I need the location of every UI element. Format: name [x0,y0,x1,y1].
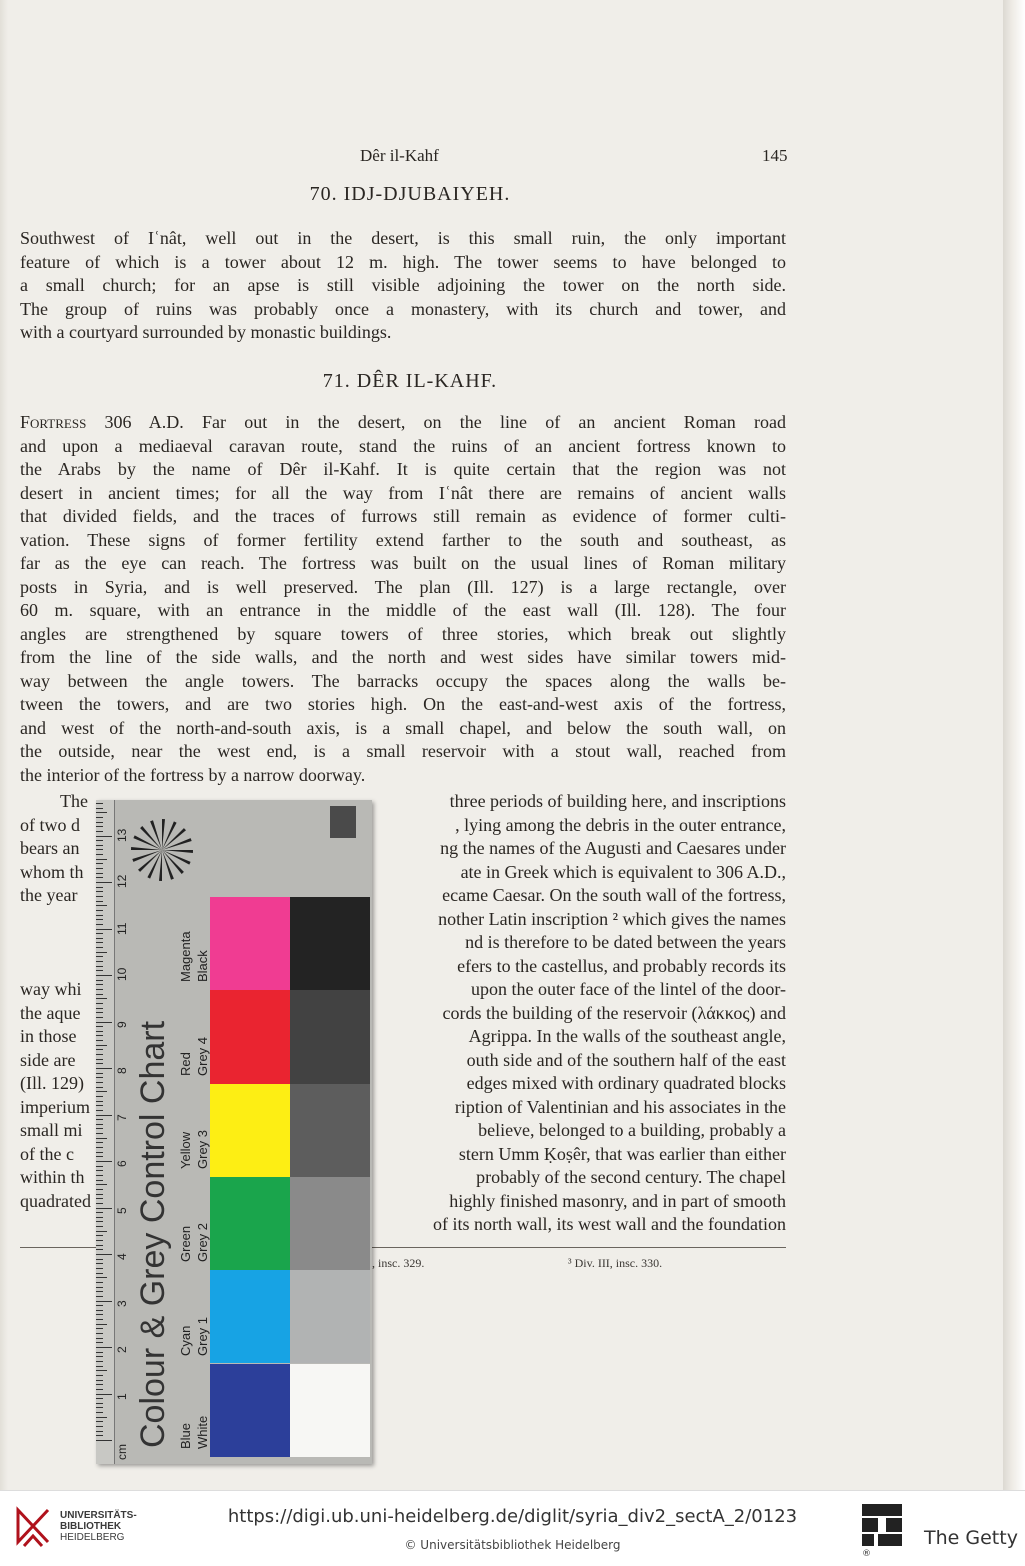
footnote-3: ³ Div. III, insc. 330. [568,1256,663,1270]
ruler-number: 8 [115,1067,129,1074]
ruler-tick [96,1124,103,1125]
ruler-tick [96,1091,107,1092]
ruler-tick [96,1403,103,1404]
ruler-tick [96,1087,103,1088]
ruler-number: 7 [115,1113,129,1121]
ruler-tick [96,1184,107,1185]
text-fragment: stern Umm Ḳoṣêr, that was earlier than either [458,1143,786,1164]
ruler-tick [96,1305,103,1306]
ruler-tick [96,975,112,976]
ruler-tick [96,1375,103,1376]
getty-logo-icon [860,1502,910,1548]
ruler-tick [96,1277,107,1278]
sunburst-ray [140,826,162,850]
color-swatch-blue [210,1364,290,1457]
color-swatch-cyan [210,1270,290,1363]
text-line: desert in ancient times; for all the way from Iʿnât there are remains of ancient walls [20,482,786,503]
section-70-heading: 70. IDJ-DJUBAIYEH. [309,183,511,205]
text-fragment: outh side and of the southern half of the east [466,1049,786,1070]
obscured-right-column [372,790,786,1237]
text-line: Southwest of Iʿnât, well out in the desert, is this small ruin, the only important [20,228,786,248]
text-line: angles are strengthened by square towers of three stories, which break out slightly [20,623,786,644]
ruler-tick [96,1105,103,1106]
ruler-tick [96,1045,107,1046]
logo-mark-icon [330,806,356,838]
text-fragment: of the c [20,1143,74,1164]
ruler-tick [96,1338,103,1339]
ruler-tick [96,1394,112,1395]
ruler-tick [96,1333,103,1334]
text-line: the outside, near the west end, is a small reservoir with a stout wall, reached from [20,741,786,761]
ruler-number: 6 [115,1160,129,1167]
ruler-tick [96,1017,103,1018]
ruler-tick [96,956,103,957]
grey-swatch-white [290,1364,370,1457]
ruler-tick [96,1180,103,1181]
ruler-tick [96,873,103,874]
text-fragment: ng the names of the Augusti and Caesares under [440,838,786,858]
ruler-tick [96,1426,103,1427]
ruler-tick [96,1324,107,1325]
section-70-paragraph [20,227,786,345]
ruler-tick [96,929,112,930]
text-line: and west of the north-and-south axis, is a small chapel, and below the south wall, on [20,717,786,738]
ruler-tick [96,1142,103,1143]
text-fragment [20,931,100,955]
text-fragment [20,908,100,932]
ruler-tick [96,1026,103,1027]
color-swatch-label: Red [178,1051,193,1076]
text-fragment: believe, belonged to a building, probably a [478,1120,786,1140]
ruler-tick [96,1115,112,1116]
ruler-tick [96,1417,107,1418]
text-line [20,411,786,435]
ruler-tick [96,1203,103,1204]
grey-swatch-grey-1 [290,1270,370,1363]
color-swatch-red [210,990,290,1083]
ruler-tick [96,845,103,846]
ruler-tick [96,854,103,855]
section-71-heading: 71. DÊR IL-KAHF. [322,370,498,392]
ruler-tick [96,910,103,911]
text-fragment: way whi [20,979,82,999]
ruler-tick [96,1263,103,1264]
ruler-tick [96,1380,103,1381]
ruler-tick [96,826,103,827]
ruler-number: 12 [115,874,129,888]
ruler-tick [96,942,103,943]
ruler-tick [96,1166,103,1167]
ruler-tick [96,915,103,916]
text-fragment: bears an [20,838,80,858]
ruler-tick [96,891,103,892]
library-name-line: UNIVERSITÄTS- [60,1510,137,1521]
grey-swatch-label: White [195,1415,210,1449]
ruler-tick [96,840,103,841]
color-swatch-green [210,1177,290,1270]
ruler-tick [96,1440,112,1441]
ruler-tick [96,1096,103,1097]
ruler-tick [96,1147,103,1148]
cm-ruler [96,800,115,1464]
text-fragment: nd is therefore to be dated between the years [465,932,786,952]
text-fragment: three periods of building here, and inscriptions [449,791,786,811]
sunburst-ray [162,828,186,850]
text-fragment: The [60,791,88,811]
ruler-tick [96,896,103,897]
text-fragment: edges mixed with ordinary quadrated blocks [466,1073,786,1093]
permalink-url[interactable]: https://digi.ub.uni-heidelberg.de/diglit/syria_div2_sectA_2/0123 [227,1506,798,1527]
text-line: far as the eye can reach. The fortress was built on the usual lines of Roman military [20,553,786,573]
color-swatch-label: Magenta [178,931,193,983]
ruler-tick [96,1161,112,1162]
text-line: tween the towers, and are two stories high. On the east-and-west axis of the fortress, [20,694,786,714]
ruler-tick [96,1296,103,1297]
text-fragment: imperium [20,1096,90,1117]
ruler-tick [96,1314,103,1315]
ruler-tick [96,1217,103,1218]
colour-control-chart [96,800,372,1464]
registered-mark: ® [862,1549,871,1559]
color-swatch-label: Cyan [178,1325,193,1356]
ruler-number: 10 [115,967,129,981]
ruler-tick [96,1301,112,1302]
page-left-edge [0,0,8,1490]
ruler-tick [96,989,103,990]
ruler-tick [96,1282,103,1283]
ruler-number: 11 [115,922,129,935]
running-title: Dêr il-Kahf [360,146,439,165]
color-swatch-yellow [210,1084,290,1177]
ruler-tick [96,1031,103,1032]
ruler-tick [96,1198,103,1199]
text-line: The group of ruins was probably once a monastery, with its church and tower, and [20,298,786,319]
ruler-tick [96,1128,103,1129]
ruler-tick [96,1421,103,1422]
text-fragment: of its north wall, its west wall and the foundation [433,1214,786,1234]
ruler-number: 13 [115,828,129,842]
sunburst-ray [162,850,193,853]
ruler-tick [96,924,103,925]
ruler-tick [96,905,107,906]
text-fragment: probably of the second century. The chapel [476,1167,786,1187]
text-fragment: highly finished masonry, and in part of smooth [449,1190,786,1211]
ruler-tick [96,882,112,883]
ruler-tick [96,836,112,837]
ruler-tick [96,1077,103,1078]
ruler-tick [96,868,103,869]
library-name-line: HEIDELBERG [60,1532,125,1543]
sunburst-ray [131,847,162,850]
text-fragment: the year [20,885,78,905]
grey-swatch-label: Grey 1 [195,1316,210,1356]
color-swatch-label: Yellow [178,1131,193,1169]
text-fragment: nother Latin inscription ² which gives the names [438,908,786,929]
ruler-tick [96,1370,107,1371]
ruler-tick [96,822,103,823]
ruler-tick [96,1152,103,1153]
ruler-tick [96,1226,103,1227]
text-line: and upon a mediaeval caravan route, stand the ruins of an ancient fortress known to [20,435,786,456]
getty-wordmark: The Getty [924,1527,1018,1549]
ruler-tick [96,938,103,939]
text-fragment: of two d [20,814,80,835]
text-fragment: whom th [20,861,84,882]
ruler-tick [96,1398,103,1399]
page-right-edge [1003,0,1025,1490]
text-fragment: , lying among the debris in the outer entrance, [455,814,786,835]
ruler-tick [96,817,103,818]
ruler-tick [96,994,103,995]
ruler-tick [96,1310,103,1311]
text-fragment: side are [20,1049,76,1070]
ruler-tick [96,1287,103,1288]
section-71-paragraph [20,411,786,787]
grey-swatch-label: Grey 3 [195,1129,210,1169]
ruler-tick [96,1273,103,1274]
ruler-tick [96,1068,112,1069]
ruler-tick [96,1063,103,1064]
ruler-tick [96,1110,103,1111]
sunburst-icon [130,818,194,882]
ruler-tick [96,1170,103,1171]
ruler-tick [96,1259,103,1260]
ruler-tick [96,803,103,804]
text-fragment: ate in Greek which is equivalent to 306 A.D., [460,861,786,882]
obscured-left-column [20,790,100,1213]
ruler-tick [96,1175,103,1176]
ruler-number: 9 [115,1020,129,1028]
grey-swatch-label: Grey 2 [195,1223,210,1263]
text-line: the interior of the fortress by a narrow doorway. [20,764,366,785]
ruler-tick [96,859,107,860]
text-fragment: Agrippa. In the walls of the southeast angle, [468,1026,786,1046]
ruler-tick [96,808,103,809]
ruler-tick [96,919,103,920]
text-line: 60 m. square, with an entrance in the middle of the east wall (Ill. 128). The four [20,600,786,620]
text-line: way between the angle towers. The barracks occupy the spaces along the walls be- [20,670,786,691]
ruler-tick [96,1035,103,1036]
ruler-tick [96,1366,103,1367]
ruler-tick [96,1101,103,1102]
ruler-unit-label: cm [115,1444,129,1460]
ruler-tick [96,1235,103,1236]
ruler-tick [96,933,103,934]
ruler-tick [96,901,103,902]
chart-title: Colour & Grey Control Chart [134,1020,172,1448]
sunburst-ray [162,850,184,874]
grey-swatch-label: Black [195,950,210,983]
ruler-tick [96,812,107,813]
ruler-tick [96,1138,107,1139]
sunburst-ray [138,850,162,872]
ruler-tick [96,1407,103,1408]
ruler-tick [96,1133,103,1134]
grey-swatch-grey-3 [290,1084,370,1177]
ruler-tick [96,961,103,962]
ruler-number: 5 [115,1206,129,1214]
text-line: the Arabs by the name of Dêr il-Kahf. It is quite certain that the region was not [20,459,786,479]
ruler-tick [96,1389,103,1390]
ruler-tick [96,1194,103,1195]
ruler-tick [96,1431,103,1432]
ruler-tick [96,877,103,878]
ruler-tick [96,1342,103,1343]
text-fragment: small mi [20,1120,83,1140]
text-fragment: the aque [20,1002,81,1023]
ruler-tick [96,1361,103,1362]
ruler-tick [96,887,103,888]
text-fragment: ecame Caesar. On the south wall of the fortress, [442,885,786,905]
text-line: vation. These signs of former fertility extend farther to the south and southeast, as [20,529,786,550]
ruler-tick [96,1008,103,1009]
ruler-tick [96,1249,103,1250]
ruler-tick [96,1356,103,1357]
ruler-tick [96,1156,103,1157]
ruler-tick [96,1054,103,1055]
text-line: feature of which is a tower about 12 m. high. The tower seems to have belonged to [20,251,786,272]
ruler-tick [96,1022,112,1023]
ruler-tick [96,1412,103,1413]
ruler-tick [96,1347,112,1348]
ruler-tick [96,1040,103,1041]
ruler-number: 1 [115,1392,129,1400]
text-fragment: (Ill. 129) [20,1073,84,1093]
sunburst-ray [162,819,165,850]
sunburst-ray [159,850,162,881]
ruler-tick [96,1254,112,1255]
ruler-tick [96,998,107,999]
text-line: from the line of the side walls, and the north and west sides have similar towers mid- [20,647,786,667]
text-line: posts in Syria, and is well preserved. The plan (Ill. 127) is a large rectangle, over [20,576,786,597]
text-fragment: ription of Valentinian and his associates in the [454,1096,786,1117]
color-swatch-label: Blue [178,1422,193,1449]
ruler-tick [96,1240,103,1241]
text-fragment: in those [20,1026,77,1046]
grey-swatch-grey-4 [290,990,370,1083]
text-line: with a courtyard surrounded by monastic buildings. [20,322,392,342]
ruler-tick [96,863,103,864]
ruler-tick [96,1231,107,1232]
ruler-tick [96,966,103,967]
text-fragment: cords the building of the reservoir (λάκκος) and [442,1002,786,1023]
ruler-number: 4 [115,1253,129,1260]
text-fragment: efers to the castellus, and probably records its [457,955,786,976]
ruler-tick [96,1049,103,1050]
ruler-tick [96,1435,103,1436]
text-fragment: upon the outer face of the lintel of the door- [470,979,786,999]
ruler-tick [96,1221,103,1222]
text-line: that divided fields, and the traces of furrows still remain as evidence of former culti- [20,506,786,526]
grey-swatch-label: Grey 4 [195,1036,210,1076]
ruler-tick [96,1245,103,1246]
ruler-number: 3 [115,1299,129,1307]
ruler-tick [96,1003,103,1004]
ruler-tick [96,947,103,948]
library-name-line: BIBLIOTHEK [60,1521,122,1532]
color-swatch-magenta [210,897,290,990]
text-fragment [20,955,100,979]
ruler-tick [96,1212,103,1213]
page-number: 145 [762,146,788,165]
ruler-tick [96,1012,103,1013]
copyright-notice: © Universitätsbibliothek Heidelberg [404,1538,621,1552]
text-fragment: quadrated [20,1190,91,1211]
text-fragment: within th [20,1167,85,1187]
ruler-tick [96,1268,103,1269]
text-line-rest: 306 A.D. Far out in the desert, on the line of an ancient Roman road [104,412,787,432]
footnote-2: , insc. 329. [372,1256,425,1270]
ruler-tick [96,984,103,985]
text-line: a small church; for an apse is still visible adjoining the tower on the north side. [20,275,786,295]
ruler-tick [96,1291,103,1292]
ruler-tick [96,831,103,832]
grey-swatch-grey-2 [290,1177,370,1270]
fortress-lead: Fortress [20,412,87,432]
ruler-tick [96,1384,103,1385]
ruler-tick [96,1352,103,1353]
ruler-tick [96,1059,103,1060]
ruler-tick [96,1119,103,1120]
color-swatch-label: Green [178,1226,193,1263]
ruler-tick [96,849,103,850]
ruler-tick [96,952,107,953]
ruler-tick [96,980,103,981]
ruler-tick [96,1319,103,1320]
ruler-tick [96,1073,103,1074]
ruler-number: 2 [115,1346,129,1353]
ruler-tick [96,1082,103,1083]
ruler-tick [96,1189,103,1190]
ruler-tick [96,1328,103,1329]
grey-swatch-black [290,897,370,990]
ruler-tick [96,970,103,971]
ruler-tick [96,1208,112,1209]
